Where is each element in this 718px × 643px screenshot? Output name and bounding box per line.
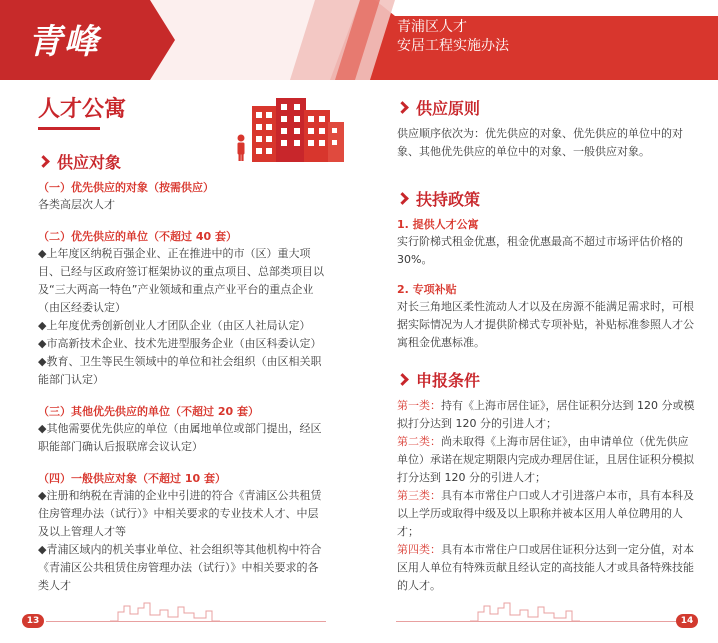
group-line: ◆市高新技术企业、技术先进型服务企业（由区科委认定）	[38, 337, 322, 350]
section-heading-text: 扶持政策	[416, 190, 481, 209]
title-underline	[38, 127, 100, 130]
section-heading-text: 申报条件	[416, 371, 481, 390]
supply-group-3	[38, 403, 328, 456]
policy-item-2	[397, 281, 697, 352]
section-heading-conditions	[397, 368, 697, 391]
page-number-right: 14	[676, 614, 698, 628]
page-header	[0, 0, 718, 80]
chevron-right-icon	[396, 101, 409, 114]
condition-item	[397, 541, 697, 595]
principle-text: 供应顺序依次为：优先供应的对象、优先供应的单位中的对象、其他优先供应的单位中的对象、一般供应对象。	[397, 127, 683, 158]
section-heading-policy	[397, 187, 697, 210]
chevron-right-icon	[396, 373, 409, 386]
condition-label: 第四类：	[397, 543, 441, 556]
apartment-building-icon	[236, 96, 346, 162]
skyline-decoration-icon	[110, 600, 220, 622]
group-line: 各类高层次人才	[38, 198, 115, 211]
policy-item-title: 1. 提供人才公寓	[397, 218, 479, 231]
group-line: ◆青浦区域内的机关事业单位、社会组织等其他机构中符合《青浦区公共租赁住房管理办法（试行）》中相关要求的各类人才	[38, 543, 322, 592]
group-title: （二）优先供应的单位（不超过 40 套）	[38, 230, 237, 243]
condition-item	[397, 397, 697, 433]
group-title: （一）优先供应的对象（按需供应）	[38, 181, 214, 194]
condition-text: 具有本市常住户口或居住证积分达到一定分值，对本区用人单位有特殊贡献且经认定的高技能人才或具备特殊技能的人才。	[397, 543, 694, 592]
right-column	[397, 92, 697, 595]
chevron-right-icon	[37, 155, 50, 168]
policy-item-text: 对长三角地区柔性流动人才以及在房源不能满足需求时，可根据实际情况为人才提供阶梯式专项补贴，补贴标准参照人才公寓租金优惠标准。	[397, 300, 694, 349]
page-number-left: 13	[22, 614, 44, 628]
condition-item	[397, 487, 697, 541]
document-title-line1: 青浦区人才	[397, 19, 467, 35]
document-title	[397, 18, 509, 56]
group-line: ◆教育、卫生等民生领域中的单位和社会组织（由区相关职能部门认定）	[38, 355, 322, 386]
supply-group-4	[38, 470, 328, 595]
condition-item	[397, 433, 697, 487]
condition-label: 第一类：	[397, 399, 441, 412]
policy-item-1	[397, 216, 697, 269]
group-line: ◆其他需要优先供应的单位（由属地单位或部门提出，经区职能部门确认后报联席会议认定）	[38, 422, 322, 453]
brand-logo: 青峰	[28, 22, 100, 62]
condition-text: 具有本市常住户口或人才引进落户本市，具有本科及以上学历或取得中级及以上职称并被本区用人单位聘用的人才；	[397, 489, 694, 538]
supply-group-2	[38, 228, 328, 389]
skyline-decoration-icon	[470, 600, 580, 622]
section-heading-principle	[397, 96, 697, 119]
left-column	[38, 92, 328, 595]
policy-item-title: 2. 专项补贴	[397, 283, 457, 296]
conditions-list	[397, 397, 697, 595]
header-band	[0, 0, 718, 80]
group-line: ◆上年度区纳税百强企业、正在推进中的市（区）重大项目、已经与区政府签订框架协议的重点项目、总部类项目以及“三大两高一特色”产业领域和重点产业平台的重点企业（由区经委认定）	[38, 247, 324, 314]
condition-text: 尚未取得《上海市居住证》，由申请单位（优先供应单位）承诺在规定期限内完成办理居住证，且居住证积分模拟打分达到 120 分的引进人才；	[397, 435, 694, 484]
condition-text: 持有《上海市居住证》，居住证积分达到 120 分或模拟打分达到 120 分的引进人才；	[397, 399, 695, 430]
group-title: （三）其他优先供应的单位（不超过 20 套）	[38, 405, 259, 418]
group-title: （四）一般供应对象（不超过 10 套）	[38, 472, 226, 485]
group-line: ◆注册和纳税在青浦的企业中引进的符合《青浦区公共租赁住房管理办法（试行）》中相关要求的专业技术人才、中层及以上管理人才等	[38, 489, 322, 538]
document-title-line2: 安居工程实施办法	[397, 38, 509, 54]
chevron-right-icon	[396, 192, 409, 205]
condition-label: 第三类：	[397, 489, 441, 502]
policy-item-text: 实行阶梯式租金优惠，租金优惠最高不超过市场评估价格的 30%。	[397, 235, 683, 266]
section-heading-text: 供应原则	[416, 99, 481, 118]
section-heading-text: 供应对象	[57, 153, 122, 172]
supply-group-1	[38, 179, 328, 214]
page-title: 人才公寓	[38, 97, 127, 122]
condition-label: 第二类：	[397, 435, 441, 448]
group-line: ◆上年度优秀创新创业人才团队企业（由区人社局认定）	[38, 319, 311, 332]
